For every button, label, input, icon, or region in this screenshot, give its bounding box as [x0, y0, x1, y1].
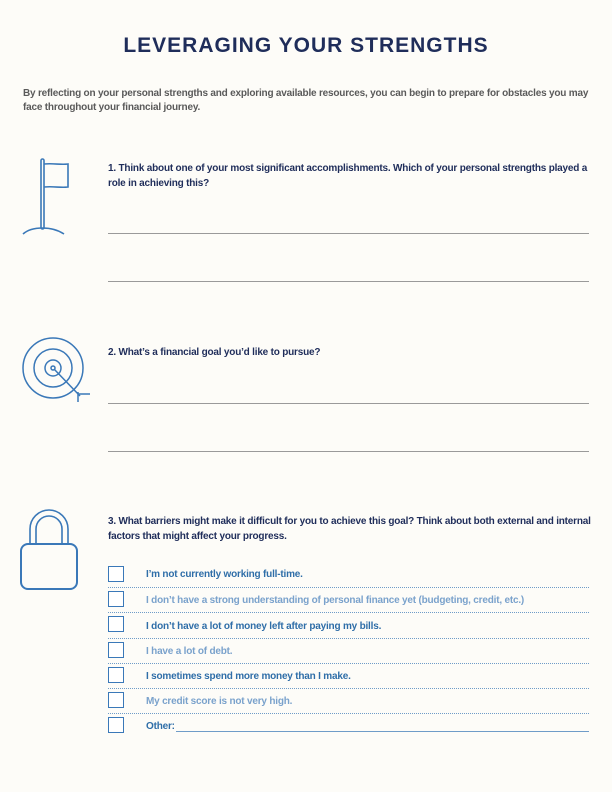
barrier-label-other: Other:	[146, 721, 175, 732]
divider	[108, 612, 589, 613]
divider	[108, 663, 589, 664]
checkbox-finance-understanding[interactable]	[108, 591, 124, 607]
answer-line-2b[interactable]	[108, 451, 589, 452]
target-icon	[20, 334, 94, 404]
lock-icon	[18, 504, 80, 592]
barrier-label: I have a lot of debt.	[146, 646, 233, 657]
divider	[108, 587, 589, 588]
question-3: 3. What barriers might make it difficult for you to achieve this goal? Think about both external and internal factors that might affect your progress.	[108, 516, 591, 542]
barrier-label: I’m not currently working full-time.	[146, 569, 303, 580]
question-1: 1. Think about one of your most significant accomplishments. Which of your personal strengths played a role in achieving this?	[108, 163, 588, 189]
barrier-label: I don’t have a strong understanding of personal finance yet (budgeting, credit, etc.)	[146, 595, 525, 606]
divider	[108, 688, 589, 689]
answer-line-1b[interactable]	[108, 281, 589, 282]
divider	[108, 713, 589, 714]
checkbox-other[interactable]	[108, 717, 124, 733]
checkbox-little-money-left[interactable]	[108, 616, 124, 632]
checkbox-overspending[interactable]	[108, 667, 124, 683]
answer-line-1a[interactable]	[108, 233, 589, 234]
intro-text: By reflecting on your personal strengths and exploring available resources, you can begin to prepare for obstacles you may face throughout your financial journey.	[23, 88, 589, 113]
barrier-label: My credit score is not very high.	[146, 696, 293, 707]
checkbox-not-working-full-time[interactable]	[108, 566, 124, 582]
barrier-label: I sometimes spend more money than I make.	[146, 671, 351, 682]
checkbox-debt[interactable]	[108, 642, 124, 658]
question-2: 2. What’s a financial goal you’d like to pursue?	[108, 347, 321, 358]
checkbox-credit-score[interactable]	[108, 692, 124, 708]
other-input-line[interactable]	[176, 731, 589, 732]
divider	[108, 638, 589, 639]
barrier-label: I don’t have a lot of money left after paying my bills.	[146, 621, 382, 632]
flag-icon	[20, 156, 70, 238]
page-title: LEVERAGING YOUR STRENGTHS	[123, 34, 489, 57]
answer-line-2a[interactable]	[108, 403, 589, 404]
